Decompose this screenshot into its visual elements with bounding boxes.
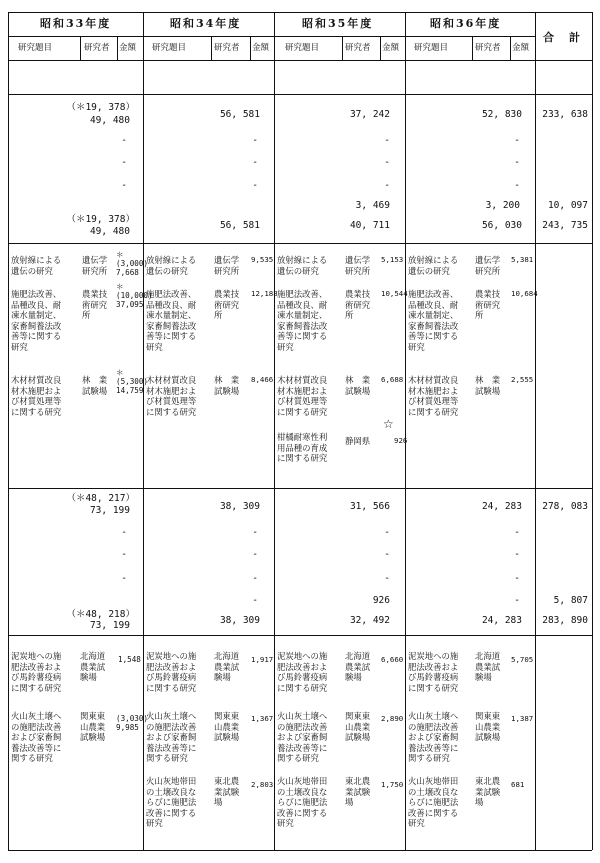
- b2-y35-inst: 遺伝学 研究所: [345, 255, 371, 276]
- b2-y33-inst: 農業技 術研究 所: [82, 289, 108, 321]
- b4-y34-title: 泥炭地への施 肥法改善およ び馬鈴薯疫病 に関する研究: [146, 651, 197, 693]
- year-header-34: 昭和34年度: [170, 17, 242, 30]
- subheader-amount: 金額: [512, 43, 530, 53]
- rule-top: [8, 12, 592, 13]
- b4-y35-amount: 6,660: [381, 655, 404, 664]
- b3-total-small: 5, 807: [553, 595, 588, 606]
- b1-y33-sum: 49, 480: [89, 226, 130, 237]
- b4-y36-amount: 5,705: [511, 655, 534, 664]
- b3-y34-sum: 38, 309: [219, 615, 260, 626]
- subheader-title: 研究題目: [152, 43, 187, 53]
- b3-total-sum: 283, 890: [542, 615, 588, 626]
- subheader-amount: 金額: [252, 43, 270, 53]
- b1-total-sum: 243, 735: [542, 220, 588, 231]
- b2-y34-amount: 9,535: [251, 255, 274, 264]
- b4-y34-amount: 2,803: [251, 780, 274, 789]
- b4-y35-inst: 北海道 農業試 験場: [345, 651, 371, 683]
- b1-dash: -: [121, 135, 127, 146]
- b4-y35-amount: 2,890: [381, 714, 404, 723]
- b1-dash: -: [252, 157, 258, 168]
- b2-y34-inst: 遺伝学 研究所: [214, 255, 240, 276]
- b2-y35-amount: 926: [394, 436, 408, 445]
- b1-y35-value: 37, 242: [349, 109, 390, 120]
- b1-total-small: 10, 097: [547, 200, 588, 211]
- b1-y33-annotation: （＊19, 378）: [66, 102, 135, 113]
- b4-y35-title: 火山灰地帯田 の土壌改良な らびに施肥法 改善に関する 研究: [277, 776, 328, 829]
- b1-y34-value: 56, 581: [219, 109, 260, 120]
- b3-dash: -: [514, 595, 520, 606]
- sub-divider: [510, 36, 511, 60]
- b3-y33-sum: 73, 199: [89, 620, 130, 631]
- b3-dash: -: [252, 527, 258, 538]
- b4-y36-inst: 関東東 山農業 試験場: [475, 711, 501, 743]
- b4-y34-inst: 北海道 農業試 験場: [214, 651, 240, 683]
- b2-y33-inst: 林 業 試験場: [82, 375, 108, 396]
- b4-y36-title: 火山灰地帯田 の土壌改良な らびに施肥法 改善に関する 研究: [408, 776, 459, 829]
- b1-dash: -: [514, 135, 520, 146]
- b2-y35-amount: 10,544: [381, 289, 408, 298]
- b4-y33-title: 火山灰土壌へ の施肥法改善 および家畜飼 養法改善等に 関する研究: [11, 711, 62, 764]
- b1-dash: -: [252, 180, 258, 191]
- rule-header-mid: [8, 36, 535, 37]
- b2-y34-inst: 林 業 試験場: [214, 375, 240, 396]
- b3-y35-sum: 32, 492: [349, 615, 390, 626]
- b2-y36-title: 放射線による 遺伝の研究: [408, 255, 459, 276]
- b4-y36-amount: 681: [511, 780, 525, 789]
- b4-y34-amount: 1,917: [251, 655, 274, 664]
- b2-y35-inst: 農業技 術研究 所: [345, 289, 371, 321]
- year-header-33: 昭和33年度: [40, 17, 112, 30]
- b3-dash: -: [121, 549, 127, 560]
- b3-y36-value: 24, 283: [481, 501, 522, 512]
- b2-y34-title: 放射線による 遺伝の研究: [146, 255, 197, 276]
- b3-dash: -: [384, 527, 390, 538]
- subheader-title: 研究題目: [414, 43, 449, 53]
- rule-header-bottom: [8, 60, 592, 61]
- b4-y33-inst: 関東東 山農業 試験場: [80, 711, 106, 743]
- b3-dash: -: [252, 573, 258, 584]
- b2-y34-inst: 農業技 術研究 所: [214, 289, 240, 321]
- year-header-35: 昭和35年度: [302, 17, 374, 30]
- b3-y33-value: 73, 199: [89, 505, 130, 516]
- b3-dash: -: [514, 549, 520, 560]
- b2-y36-inst: 遺伝学 研究所: [475, 255, 501, 276]
- b2-y35-title: 柑橘耐寒性利 用品種の育成 に関する研究: [277, 432, 328, 464]
- b2-y34-amount: 12,188: [251, 289, 278, 298]
- star-icon: ☆: [383, 417, 394, 431]
- b3-dash: -: [384, 549, 390, 560]
- subheader-inst: 研究者: [345, 43, 371, 53]
- b3-dash: -: [514, 527, 520, 538]
- b2-y35-title: 施肥法改善、 品種改良、耐 凍水量制定、 家畜飼養法改 善等に関する 研究: [277, 289, 328, 352]
- b2-y34-title: 施肥法改善、 品種改良、耐 凍水量制定、 家畜飼養法改 善等に関する 研究: [146, 289, 197, 352]
- subheader-inst: 研究者: [84, 43, 110, 53]
- b4-y36-inst: 東北農 業試験 場: [475, 776, 501, 808]
- b2-y34-title: 木材材質改良 材木施肥およ び材質処理等 に関する研究: [146, 375, 197, 417]
- subheader-title: 研究題目: [18, 43, 53, 53]
- col-left-border: [8, 12, 9, 850]
- b2-y33-amount: ＊ (5,300) 14,759: [116, 368, 149, 395]
- subheader-amount: 金額: [382, 43, 400, 53]
- b4-y35-title: 泥炭地への施 肥法改善およ び馬鈴薯疫病 に関する研究: [277, 651, 328, 693]
- rule-bottom: [8, 850, 592, 851]
- year-header-36: 昭和36年度: [430, 17, 502, 30]
- b2-y34-amount: 8,466: [251, 375, 274, 384]
- b1-dash: -: [384, 157, 390, 168]
- sub-divider: [250, 36, 251, 60]
- b2-y35-title: 木材材質改良 材木施肥およ び材質処理等 に関する研究: [277, 375, 328, 417]
- rule-gap-a: [8, 94, 592, 95]
- b1-y35-small: 3, 469: [355, 200, 390, 211]
- b1-y36-value: 52, 830: [481, 109, 522, 120]
- b1-y34-sum: 56, 581: [219, 220, 260, 231]
- b4-y36-amount: 1,387: [511, 714, 534, 723]
- b2-y35-amount: 6,688: [381, 375, 404, 384]
- b1-dash: -: [121, 180, 127, 191]
- b3-y34-value: 38, 309: [219, 501, 260, 512]
- b2-y33-title: 放射線による 遺伝の研究: [11, 255, 62, 276]
- b2-y33-amount: ＊ (10,000) 37,095: [116, 282, 153, 309]
- sub-divider: [117, 36, 118, 60]
- b2-y35-inst: 静岡県: [345, 436, 371, 446]
- sub-divider: [80, 36, 81, 60]
- b1-dash: -: [514, 157, 520, 168]
- b3-dash: -: [252, 549, 258, 560]
- b2-y36-inst: 林 業 試験場: [475, 375, 501, 396]
- b3-dash: -: [514, 573, 520, 584]
- b4-y33-title: 泥炭地への施 肥法改善およ び馬鈴薯疫病 に関する研究: [11, 651, 62, 693]
- b3-y33-annotation: （＊48, 217）: [66, 493, 135, 504]
- b1-y33-sum-annotation: （＊19, 378）: [66, 214, 135, 225]
- b2-y33-title: 施肥法改善、 品種改良、耐 凍水量制定、 家畜飼養法改 善等に関する 研究: [11, 289, 62, 352]
- b2-y36-title: 施肥法改善、 品種改良、耐 凍水量制定、 家畜飼養法改 善等に関する 研究: [408, 289, 459, 352]
- b2-y35-amount: 5,153: [381, 255, 404, 264]
- b4-y33-amount: 1,548: [118, 655, 141, 664]
- b2-y36-title: 木材材質改良 材木施肥およ び材質処理等 に関する研究: [408, 375, 459, 417]
- b1-y35-sum: 40, 711: [349, 220, 390, 231]
- b4-y34-amount: 1,367: [251, 714, 274, 723]
- b1-dash: -: [121, 157, 127, 168]
- b1-y36-small: 3, 200: [485, 200, 520, 211]
- b4-y36-inst: 北海道 農業試 験場: [475, 651, 501, 683]
- b1-total-value: 233, 638: [542, 109, 588, 120]
- sub-divider: [472, 36, 473, 60]
- b2-y35-inst: 林 業 試験場: [345, 375, 371, 396]
- col-sep-36-total: [535, 12, 536, 850]
- b1-dash: -: [514, 180, 520, 191]
- b4-y33-inst: 北海道 農業試 験場: [80, 651, 106, 683]
- b4-y36-title: 火山灰土壌へ の施肥法改善 および家畜飼 養法改善等に 関する研究: [408, 711, 459, 764]
- b2-y33-title: 木材材質改良 材木施肥およ び材質処理等 に関する研究: [11, 375, 62, 417]
- b3-total-value: 278, 083: [542, 501, 588, 512]
- b3-dash: -: [121, 573, 127, 584]
- rule-block1-bottom: [8, 243, 592, 244]
- b3-y33-sum-annotation: （＊48, 218）: [66, 609, 135, 620]
- b1-y36-sum: 56, 030: [481, 220, 522, 231]
- total-header: 合 計: [543, 31, 582, 44]
- b2-y33-amount: ＊ (3,000) 7,668: [116, 250, 149, 277]
- b4-y34-inst: 関東東 山農業 試験場: [214, 711, 240, 743]
- b3-dash: -: [252, 595, 258, 606]
- sub-divider: [342, 36, 343, 60]
- b2-y36-amount: 10,684: [511, 289, 538, 298]
- b2-y33-inst: 遺伝学 研究所: [82, 255, 108, 276]
- b3-dash: -: [121, 527, 127, 538]
- b4-y35-inst: 関東東 山農業 試験場: [345, 711, 371, 743]
- b2-y36-inst: 農業技 術研究 所: [475, 289, 501, 321]
- sub-divider: [211, 36, 212, 60]
- b2-y36-amount: 5,381: [511, 255, 534, 264]
- subheader-inst: 研究者: [214, 43, 240, 53]
- rule-block2-bottom: [8, 488, 592, 489]
- b3-y35-small: 926: [372, 595, 390, 606]
- b4-y34-title: 火山灰土壌へ の施肥法改善 および家畜飼 養法改善等に 関する研究: [146, 711, 197, 764]
- b4-y35-inst: 東北農 業試験 場: [345, 776, 371, 808]
- sub-divider: [380, 36, 381, 60]
- rule-block3-bottom: [8, 635, 592, 636]
- subheader-inst: 研究者: [475, 43, 501, 53]
- b4-y35-title: 火山灰土壌へ の施肥法改善 および家畜飼 養法改善等に 関する研究: [277, 711, 328, 764]
- b4-y36-title: 泥炭地への施 肥法改善およ び馬鈴薯疫病 に関する研究: [408, 651, 459, 693]
- b4-y33-amount: (3,030) 9,985: [116, 714, 149, 732]
- col-sep-35-36: [405, 12, 406, 850]
- col-sep-34-35: [274, 12, 275, 850]
- b1-dash: -: [384, 180, 390, 191]
- b2-y36-amount: 2,555: [511, 375, 534, 384]
- b1-dash: -: [252, 135, 258, 146]
- subheader-title: 研究題目: [285, 43, 320, 53]
- b4-y35-amount: 1,750: [381, 780, 404, 789]
- subheader-amount: 金額: [119, 43, 137, 53]
- b4-y34-title: 火山灰地帯田 の土壌改良な らびに施肥法 改善に関する 研究: [146, 776, 197, 829]
- b2-y35-title: 放射線による 遺伝の研究: [277, 255, 328, 276]
- col-right-border: [592, 12, 593, 850]
- b3-y36-sum: 24, 283: [481, 615, 522, 626]
- b3-dash: -: [384, 573, 390, 584]
- b4-y34-inst: 東北農 業試験 場: [214, 776, 240, 808]
- b1-dash: -: [384, 135, 390, 146]
- b3-y35-value: 31, 566: [349, 501, 390, 512]
- b1-y33-value: 49, 480: [89, 115, 130, 126]
